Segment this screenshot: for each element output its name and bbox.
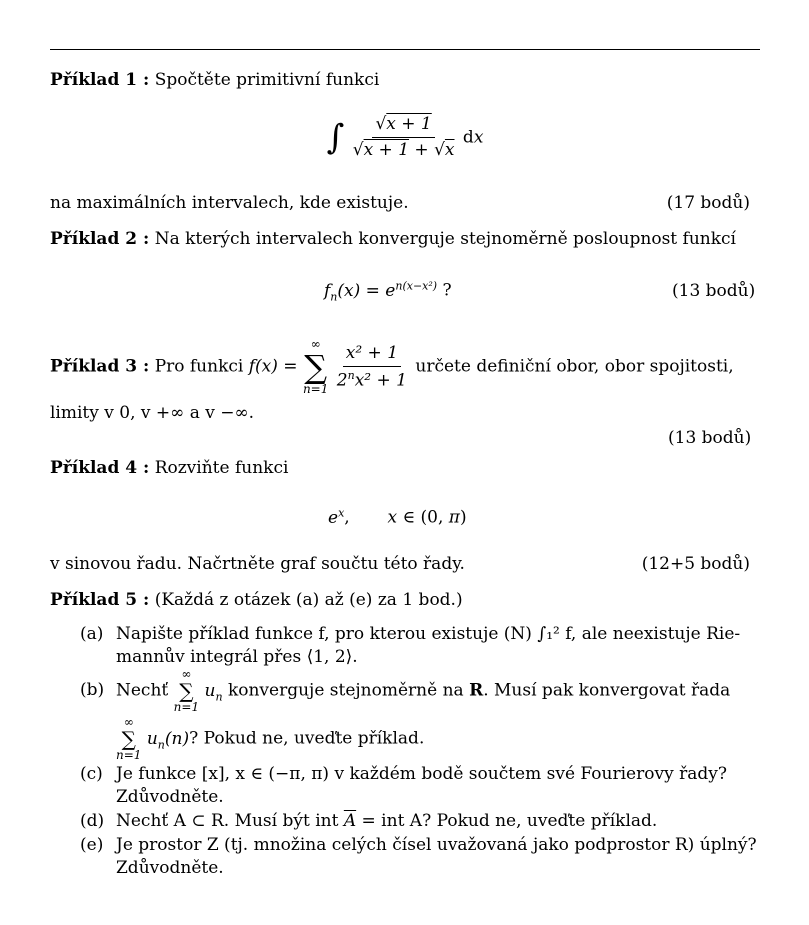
problem-4-points: (12+5 bodů) — [641, 554, 750, 574]
item-a-line1: Napište příklad funkce f, pro kterou existuje (N) ∫₁² f, ale neexistuje Rie- — [116, 624, 741, 644]
item-b-line2: ∞ ∑ n=1 $u_n(n)$? Pokud ne, uveďte příklad. — [116, 715, 425, 763]
problem-1-text: Spočtěte primitivní funkci — [154, 70, 380, 90]
item-b-mid: konverguje stejnoměrně na — [227, 680, 464, 701]
problem-1-formula: ∫ $\frac{√x + 1}{√x + 1 + √x}$ dx — [326, 114, 484, 161]
problem-2-formula: $f_n(x) = e^{n(x-x^2)}$ ? — [324, 279, 452, 304]
item-e-label: (e) — [80, 835, 104, 855]
top-rule — [50, 49, 760, 50]
item-d-text: Nechť A ⊂ R. Musí být int — [116, 811, 339, 831]
item-d-line1: Nechť A ⊂ R. Musí být int $\overline{A}$ = int A? Pokud ne, uveďte příklad. — [116, 811, 658, 831]
item-a-label: (a) — [80, 624, 104, 644]
problem-3-text-post: určete definiční obor, obor spojitosti, — [415, 356, 734, 377]
problem-4-label: Příklad 4 : — [50, 458, 150, 478]
problem-2-label: Příklad 2 : — [50, 229, 150, 249]
problem-3-points: (13 bodů) — [668, 428, 752, 448]
problem-2-points: (13 bodů) — [672, 281, 756, 301]
item-a-line2: mannův integrál přes ⟨1, 2⟩. — [116, 647, 358, 667]
item-d-label: (d) — [80, 811, 105, 831]
item-c-line2: Zdůvodněte. — [116, 787, 224, 807]
problem-1-after: na maximálních intervalech, kde existuje. — [50, 193, 409, 213]
item-e-line1: Je prostor Z (tj. množina celých čísel uvažovaná jako podprostor R) úplný? — [116, 835, 757, 855]
item-c-label: (c) — [80, 764, 103, 784]
item-b-line1: Nechť ∞ ∑ n=1 $u_n$ konverguje stejnoměrně na R. Musí pak konvergovat řada — [116, 667, 731, 715]
item-e-line2: Zdůvodněte. — [116, 858, 224, 878]
problem-4-after: v sinovou řadu. Načrtněte graf součtu této řady. — [50, 554, 465, 574]
exam-page — [50, 0, 760, 925]
item-b-line2-text: ? Pokud ne, uveďte příklad. — [189, 728, 425, 749]
problem-1-footer — [50, 193, 750, 214]
problem-1-points: (17 bodů) — [666, 193, 750, 213]
item-c-line1: Je funkce [x], x ∈ (−π, π) v každém bodě součtem své Fourierovy řady? — [116, 764, 727, 784]
problem-2-text: Na kterých intervalech konverguje stejnoměrně posloupnost funkcí — [154, 229, 736, 249]
problem-1-header — [50, 70, 379, 91]
item-b-label: (b) — [80, 680, 105, 700]
problem-3-text-pre: Pro funkci — [154, 356, 244, 377]
item-b-post: . Musí pak konvergovat řada — [483, 680, 731, 701]
problem-4-formula: $e^x$, x ∈ (0, π) — [328, 506, 467, 528]
problem-5-text: (Každá z otázek (a) až (e) za 1 bod.) — [154, 590, 463, 610]
problem-4-footer — [50, 554, 750, 575]
problem-5-header — [50, 590, 463, 611]
item-d-text-mid: = int A? Pokud ne, uveďte příklad. — [356, 811, 658, 831]
item-b-pre: Nechť — [116, 680, 169, 701]
problem-2-header — [50, 229, 736, 250]
item-b-R: R — [469, 680, 484, 701]
problem-4-text: Rozviňte funkci — [154, 458, 289, 478]
problem-3-label: Příklad 3 : — [50, 356, 150, 377]
problem-3-header: Příklad 3 : Pro funkci f(x) = ∞ ∑ n=1 $\frac{\text{x² + 1}}{2^nx^2 + 1}$ určete definiční obor, obor spojitosti, — [50, 337, 734, 397]
problem-3-line2: limity v 0, v +∞ a v −∞. — [50, 403, 255, 423]
problem-4-header — [50, 458, 288, 479]
problem-5-label: Příklad 5 : — [50, 590, 150, 610]
problem-1-label: Příklad 1 : — [50, 70, 150, 90]
